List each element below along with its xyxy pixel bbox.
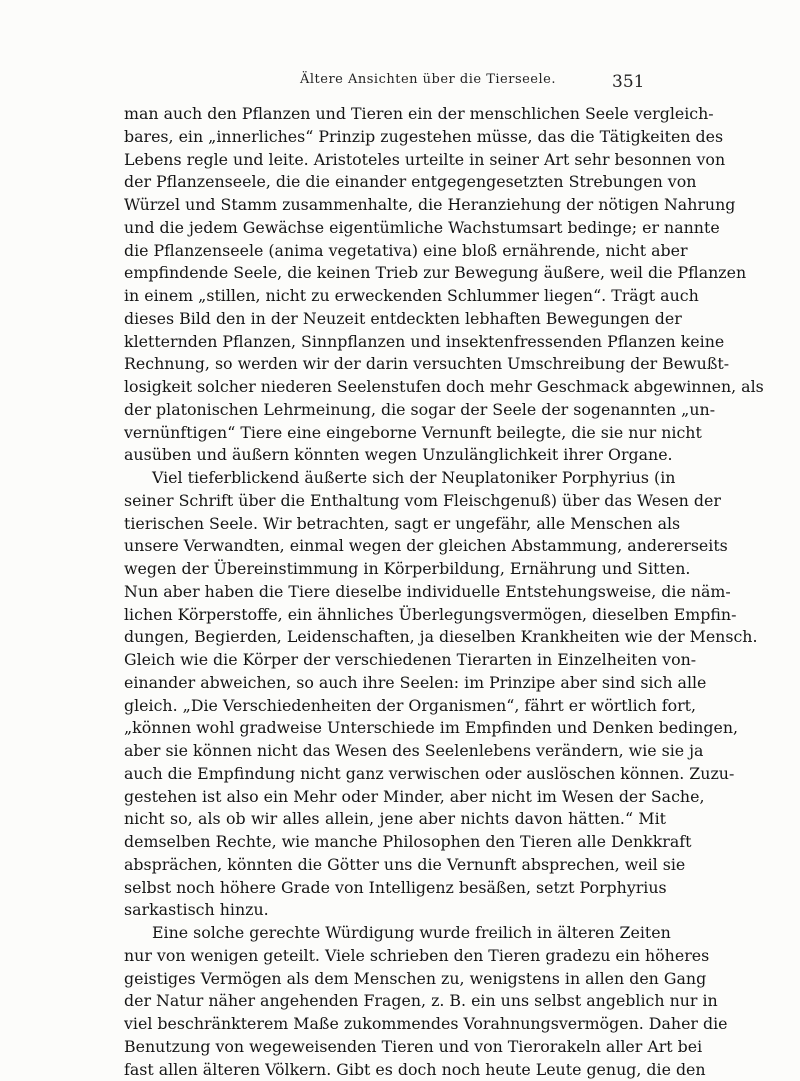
text-line: tierischen Seele. Wir betrachten, sagt er ungefähr, alle Menschen als — [124, 513, 666, 536]
text-line: bares, ein „innerliches“ Prinzip zugestehen müsse, das die Tätigkeiten des — [124, 126, 666, 149]
text-line: die Pflanzenseele (anima vegetativa) eine bloß ernährende, nicht aber — [124, 240, 666, 263]
page-number: 351 — [612, 72, 644, 92]
text-line: nur von wenigen geteilt. Viele schrieben den Tieren gradezu ein höheres — [124, 945, 666, 968]
text-line: dieses Bild den in der Neuzeit entdeckten lebhaften Bewegungen der — [124, 308, 666, 331]
paragraph — [124, 103, 666, 467]
text-line: „können wohl gradweise Unterschiede im Empfinden und Denken bedingen, — [124, 717, 666, 740]
text-line: aber sie können nicht das Wesen des Seelenlebens verändern, wie sie ja — [124, 740, 666, 763]
text-line: Benutzung von wegeweisenden Tieren und von Tierorakeln aller Art bei — [124, 1036, 666, 1059]
text-line: geistiges Vermögen als dem Menschen zu, wenigstens in allen den Gang — [124, 968, 666, 991]
text-line: selbst noch höhere Grade von Intelligenz besäßen, setzt Porphyrius — [124, 877, 666, 900]
text-line: absprächen, könnten die Götter uns die Vernunft absprechen, weil sie — [124, 854, 666, 877]
text-line: wegen der Übereinstimmung in Körperbildung, Ernährung und Sitten. — [124, 558, 666, 581]
text-line: losigkeit solcher niederen Seelenstufen doch mehr Geschmack abgewinnen, als — [124, 376, 666, 399]
text-line: gleich. „Die Verschiedenheiten der Organismen“, fährt er wörtlich fort, — [124, 695, 666, 718]
body-text — [124, 103, 666, 1081]
text-line: Nun aber haben die Tiere dieselbe individuelle Entstehungsweise, die näm- — [124, 581, 666, 604]
text-line: man auch den Pflanzen und Tieren ein der menschlichen Seele vergleich- — [124, 103, 666, 126]
text-line: und die jedem Gewächse eigentümliche Wachstumsart bedinge; er nannte — [124, 217, 666, 240]
text-line: demselben Rechte, wie manche Philosophen den Tieren alle Denkkraft — [124, 831, 666, 854]
text-line: in einem „stillen, nicht zu erweckenden Schlummer liegen“. Trägt auch — [124, 285, 666, 308]
paragraph — [124, 922, 666, 1081]
text-line: Eine solche gerechte Würdigung wurde freilich in älteren Zeiten — [124, 922, 666, 945]
text-line: einander abweichen, so auch ihre Seelen: im Prinzipe aber sind sich alle — [124, 672, 666, 695]
text-line: der Natur näher angehenden Fragen, z. B. ein uns selbst angeblich nur in — [124, 990, 666, 1013]
text-line: seiner Schrift über die Enthaltung vom Fleischgenuß) über das Wesen der — [124, 490, 666, 513]
text-line: unsere Verwandten, einmal wegen der gleichen Abstammung, andererseits — [124, 535, 666, 558]
text-line: Würzel und Stamm zusammenhalte, die Heranziehung der nötigen Nahrung — [124, 194, 666, 217]
running-head: Ältere Ansichten über die Tierseele. — [300, 72, 556, 87]
text-line: nicht so, als ob wir alles allein, jene aber nichts davon hätten.“ Mit — [124, 808, 666, 831]
text-line: Gleich wie die Körper der verschiedenen Tierarten in Einzelheiten von- — [124, 649, 666, 672]
text-line: Rechnung, so werden wir der darin versuchten Umschreibung der Bewußt- — [124, 353, 666, 376]
text-line: fast allen älteren Völkern. Gibt es doch noch heute Leute genug, die den — [124, 1059, 666, 1081]
text-line: lichen Körperstoffe, ein ähnliches Überlegungsvermögen, dieselben Empfin- — [124, 604, 666, 627]
text-line: Lebens regle und leite. Aristoteles urteilte in seiner Art sehr besonnen von — [124, 149, 666, 172]
text-line: ausüben und äußern könnten wegen Unzulänglichkeit ihrer Organe. — [124, 444, 666, 467]
text-line: empfindende Seele, die keinen Trieb zur Bewegung äußere, weil die Pflanzen — [124, 262, 666, 285]
text-line: viel beschränkterem Maße zukommendes Vorahnungsvermögen. Daher die — [124, 1013, 666, 1036]
paragraph — [124, 467, 666, 922]
text-line: gestehen ist also ein Mehr oder Minder, aber nicht im Wesen der Sache, — [124, 786, 666, 809]
text-line: sarkastisch hinzu. — [124, 899, 666, 922]
text-line: vernünftigen“ Tiere eine eingeborne Vernunft beilegte, die sie nur nicht — [124, 422, 666, 445]
text-line: Viel tieferblickend äußerte sich der Neuplatoniker Porphyrius (in — [124, 467, 666, 490]
text-line: auch die Empfindung nicht ganz verwischen oder auslöschen können. Zuzu- — [124, 763, 666, 786]
text-line: der Pflanzenseele, die die einander entgegengesetzten Strebungen von — [124, 171, 666, 194]
text-line: dungen, Begierden, Leidenschaften, ja dieselben Krankheiten wie der Mensch. — [124, 626, 666, 649]
text-line: kletternden Pflanzen, Sinnpflanzen und insektenfressenden Pflanzen keine — [124, 331, 666, 354]
text-line: der platonischen Lehrmeinung, die sogar der Seele der sogenannten „un- — [124, 399, 666, 422]
